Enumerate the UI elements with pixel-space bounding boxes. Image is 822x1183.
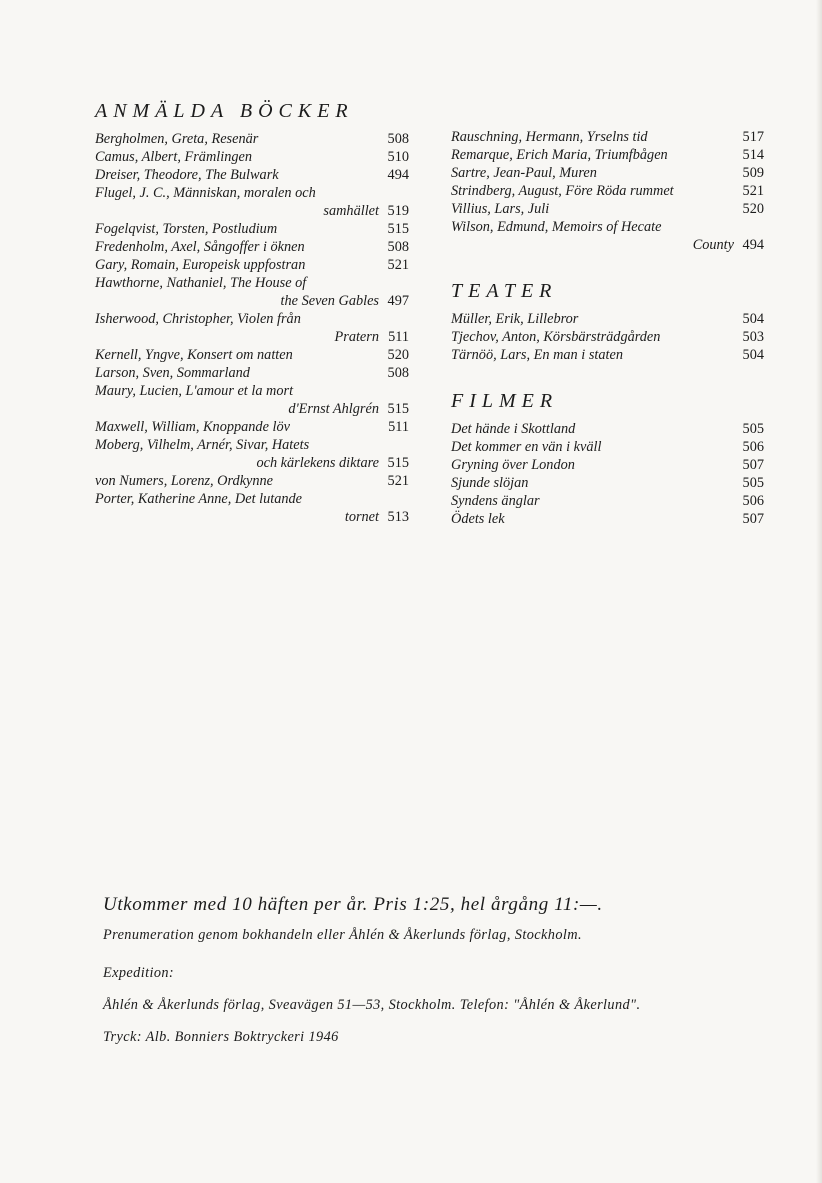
- index-entry: [95, 166, 409, 184]
- theater-list: [451, 310, 764, 364]
- entry-page-number: 513: [387, 509, 409, 525]
- entry-title-line: Syndens änglar: [451, 493, 540, 509]
- entry-title-line: Gary, Romain, Europeisk uppfostran: [95, 257, 306, 273]
- entry-title-line: Gryning över London: [451, 457, 575, 473]
- entry-title: [451, 474, 734, 492]
- entry-page-number: 517: [742, 129, 764, 145]
- index-entry: [451, 420, 764, 438]
- entry-title-line: Maxwell, William, Knoppande löv: [95, 419, 290, 435]
- entry-title: [95, 310, 379, 346]
- entry-title-line: Moberg, Vilhelm, Arnér, Sivar, Hatets: [95, 437, 310, 453]
- index-entry: [95, 256, 409, 274]
- colophon: [103, 888, 783, 1050]
- entry-title-line: Hawthorne, Nathaniel, The House of: [95, 275, 307, 291]
- entry-page-number: 514: [742, 147, 764, 163]
- entry-title-line: Villius, Lars, Juli: [451, 201, 550, 217]
- entry-title-line: Wilson, Edmund, Memoirs of Hecate: [451, 219, 662, 235]
- entry-title-line: Strindberg, August, Före Röda rummet: [451, 183, 674, 199]
- entry-title: [95, 256, 379, 274]
- entry-page-number: 505: [742, 421, 764, 437]
- index-entry: [95, 436, 409, 472]
- entry-title-continuation: Pratern: [334, 329, 379, 345]
- entry-title-line: Sjunde slöjan: [451, 475, 529, 491]
- entry-title-line: Remarque, Erich Maria, Triumfbågen: [451, 147, 668, 163]
- entry-page-number: 520: [387, 347, 409, 363]
- entry-page-number: 509: [742, 165, 764, 181]
- entry-title: [451, 128, 734, 146]
- index-entry: [451, 492, 764, 510]
- entry-title: [95, 490, 379, 526]
- index-entry: [95, 490, 409, 526]
- expedition-address: Åhlén & Åkerlunds förlag, Sveavägen 51—53, Stockholm. Telefon: "Åhlén & Åkerlund".: [103, 997, 641, 1013]
- entry-page-number: 504: [742, 347, 764, 363]
- entry-title-line: Tjechov, Anton, Körsbärsträdgården: [451, 329, 661, 345]
- index-entry: [95, 310, 409, 346]
- index-entry: [95, 184, 409, 220]
- entry-title-line: Kernell, Yngve, Konsert om natten: [95, 347, 293, 363]
- index-entry: [451, 128, 764, 146]
- entry-title: [451, 510, 734, 528]
- entry-title-line: Larson, Sven, Sommarland: [95, 365, 250, 381]
- index-entry: [451, 456, 764, 474]
- entry-page-number: 515: [387, 401, 409, 417]
- entry-page-number: 508: [387, 365, 409, 381]
- index-entry: [451, 200, 764, 218]
- page-edge: [816, 0, 822, 1183]
- entry-page-number: 520: [742, 201, 764, 217]
- entry-page-number: 508: [387, 131, 409, 147]
- entry-title: [95, 472, 379, 490]
- entry-title: [451, 200, 734, 218]
- entry-title-line: Dreiser, Theodore, The Bulwark: [95, 167, 279, 183]
- entry-title-continuation: d'Ernst Ahlgrén: [288, 401, 379, 417]
- index-entry: [451, 182, 764, 200]
- entry-title-line: Maury, Lucien, L'amour et la mort: [95, 383, 294, 399]
- entry-page-number: 521: [742, 183, 764, 199]
- publication-info: Utkommer med 10 häften per år. Pris 1:25, hel årgång 11:—.: [103, 894, 603, 915]
- films-heading: FILMER: [451, 390, 559, 412]
- index-entry: [451, 164, 764, 182]
- entry-page-number: 519: [387, 203, 409, 219]
- entry-title: [95, 436, 379, 472]
- entry-title-line: von Numers, Lorenz, Ordkynne: [95, 473, 274, 489]
- entry-page-number: 515: [387, 455, 409, 471]
- entry-page-number: 494: [742, 237, 764, 253]
- entry-page-number: 505: [742, 475, 764, 491]
- entry-title: [95, 130, 379, 148]
- entry-title: [95, 166, 379, 184]
- entry-title-line: Det kommer en vän i kväll: [451, 439, 602, 455]
- entry-title: [95, 364, 379, 382]
- entry-title-continuation: samhället: [323, 203, 379, 219]
- entry-page-number: 521: [387, 257, 409, 273]
- entry-title: [451, 182, 734, 200]
- entry-title: [95, 148, 379, 166]
- right-column: [451, 128, 764, 528]
- entry-title: [451, 492, 734, 510]
- entry-page-number: 511: [388, 419, 409, 435]
- entry-title-line: Flugel, J. C., Människan, moralen och: [95, 185, 316, 201]
- entry-title: [95, 382, 379, 418]
- entry-page-number: 507: [742, 511, 764, 527]
- index-entry: [451, 438, 764, 456]
- books-list-continued: [451, 128, 764, 254]
- left-column: [95, 96, 409, 526]
- entry-title-continuation: County: [692, 237, 734, 253]
- index-entry: [95, 238, 409, 256]
- subscription-info: Prenumeration genom bokhandeln eller Åhlén & Åkerlunds förlag, Stockholm.: [103, 927, 582, 943]
- entry-page-number: 507: [742, 457, 764, 473]
- books-list: [95, 130, 409, 526]
- entry-title: [95, 238, 379, 256]
- entry-title: [451, 218, 734, 254]
- entry-title: [451, 438, 734, 456]
- index-entry: [451, 218, 764, 254]
- entry-title: [95, 220, 379, 238]
- index-entry: [95, 418, 409, 436]
- expedition-label: Expedition:: [103, 965, 175, 981]
- index-entry: [95, 220, 409, 238]
- entry-title-continuation: och kärlekens diktare: [256, 455, 379, 471]
- entry-title: [95, 274, 379, 310]
- entry-title: [451, 420, 734, 438]
- entry-title-continuation: tornet: [344, 509, 379, 525]
- index-entry: [95, 148, 409, 166]
- index-entry: [95, 346, 409, 364]
- index-entry: [95, 382, 409, 418]
- index-entry: [451, 346, 764, 364]
- index-entry: [451, 310, 764, 328]
- entry-page-number: 510: [387, 149, 409, 165]
- entry-title-line: Rauschning, Hermann, Yrselns tid: [451, 129, 648, 145]
- entry-title-line: Porter, Katherine Anne, Det lutande: [95, 491, 303, 507]
- entry-page-number: 506: [742, 493, 764, 509]
- index-entry: [95, 130, 409, 148]
- index-entry: [451, 474, 764, 492]
- theater-heading: TEATER: [451, 280, 558, 302]
- entry-title: [451, 328, 734, 346]
- entry-page-number: 506: [742, 439, 764, 455]
- entry-title-line: Sartre, Jean-Paul, Muren: [451, 165, 597, 181]
- entry-page-number: 515: [387, 221, 409, 237]
- entry-title: [451, 346, 734, 364]
- entry-page-number: 497: [387, 293, 409, 309]
- index-entry: [451, 146, 764, 164]
- entry-page-number: 521: [387, 473, 409, 489]
- entry-title-line: Fogelqvist, Torsten, Postludium: [95, 221, 278, 237]
- entry-page-number: 508: [387, 239, 409, 255]
- index-entry: [95, 274, 409, 310]
- entry-title-line: Ödets lek: [451, 511, 505, 527]
- entry-page-number: 503: [742, 329, 764, 345]
- printer-info: Tryck: Alb. Bonniers Boktryckeri 1946: [103, 1029, 339, 1045]
- entry-title-line: Det hände i Skottland: [451, 421, 576, 437]
- entry-title: [95, 418, 379, 436]
- index-entry: [95, 364, 409, 382]
- entry-title: [95, 346, 379, 364]
- entry-page-number: 504: [742, 311, 764, 327]
- entry-title-line: Isherwood, Christopher, Violen från: [95, 311, 301, 327]
- books-heading: ANMÄLDA BÖCKER: [95, 100, 354, 122]
- entry-title-line: Tärnöö, Lars, En man i staten: [451, 347, 623, 363]
- index-entry: [95, 472, 409, 490]
- entry-title-line: Fredenholm, Axel, Sångoffer i öknen: [95, 239, 305, 255]
- films-list: [451, 420, 764, 528]
- entry-page-number: 511: [388, 329, 409, 345]
- entry-title: [95, 184, 379, 220]
- entry-title: [451, 456, 734, 474]
- entry-title-continuation: the Seven Gables: [280, 293, 379, 309]
- entry-title-line: Müller, Erik, Lillebror: [451, 311, 579, 327]
- index-entry: [451, 510, 764, 528]
- entry-title: [451, 310, 734, 328]
- entry-title: [451, 146, 734, 164]
- entry-page-number: 494: [387, 167, 409, 183]
- index-entry: [451, 328, 764, 346]
- entry-title-line: Camus, Albert, Främlingen: [95, 149, 253, 165]
- entry-title: [451, 164, 734, 182]
- entry-title-line: Bergholmen, Greta, Resenär: [95, 131, 259, 147]
